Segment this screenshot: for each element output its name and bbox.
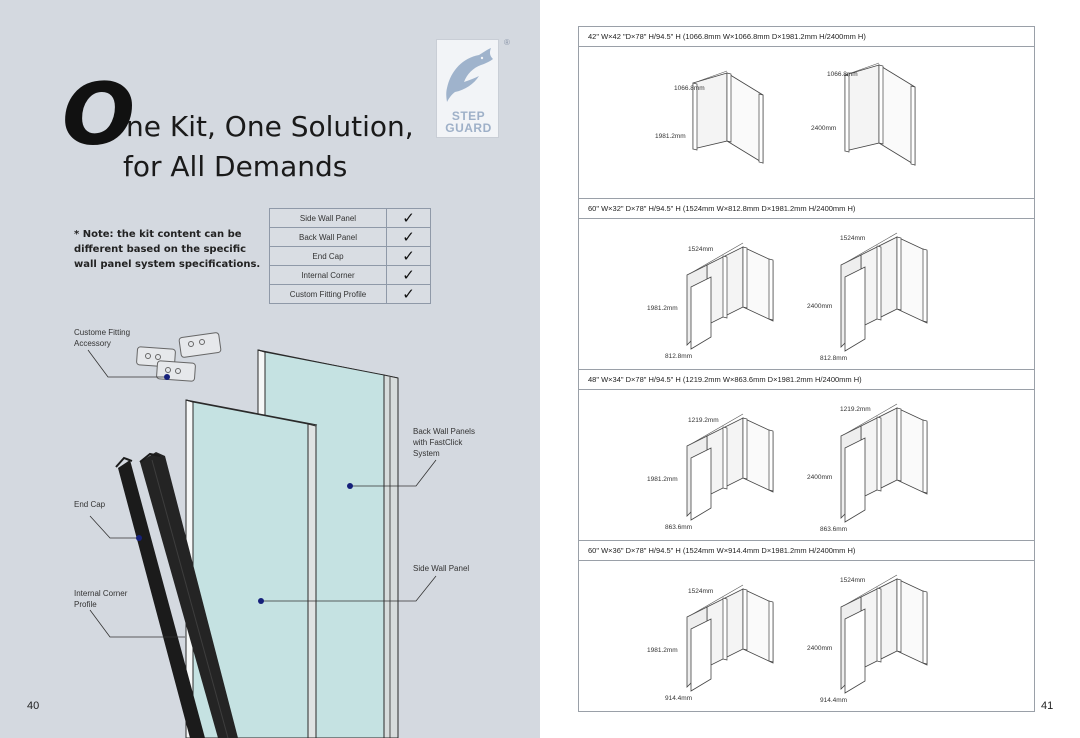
shower-kit-drawings — [579, 561, 1034, 711]
callout-side-wall-panel: Side Wall Panel — [413, 564, 470, 573]
dimension-left-width: 1219.2mm — [688, 417, 719, 424]
kit-row — [270, 247, 431, 266]
dimension-left-width: 1066.8mm — [674, 85, 705, 92]
callout-dot-back-wall — [347, 483, 353, 489]
dimension-right-height: 2400mm — [807, 645, 833, 652]
kit-row — [270, 266, 431, 285]
spec-heading: 60" W×36" D×78" H/94.5" H (1524mm W×914.4mm D×1981.2mm H/2400mm H) — [579, 541, 1034, 561]
kit-item-label: Internal Corner — [270, 266, 387, 285]
kit-contents-table — [269, 208, 431, 304]
dolphin-icon — [437, 40, 500, 110]
callout-end-cap: End Cap — [74, 500, 106, 509]
page-number-left: 40 — [27, 700, 40, 712]
dimension-right-depth: 863.6mm — [820, 526, 848, 533]
checkmark-icon: ✓ — [387, 285, 431, 304]
stepguard-logo — [436, 39, 499, 138]
kit-row — [270, 285, 431, 304]
logo-text-step: STEP — [451, 109, 486, 123]
spec-heading: 60" W×32" D×78" H/94.5" H (1524mm W×812.8mm D×1981.2mm H/2400mm H) — [579, 199, 1034, 219]
dimension-left-height: 1981.2mm — [647, 647, 678, 654]
dimension-right-width: 1066.8mm — [827, 71, 858, 78]
headline-line-1: ne Kit, One Solution, — [126, 110, 414, 143]
kit-illustration — [0, 320, 540, 738]
dimension-left-depth: 914.4mm — [665, 695, 693, 702]
dimension-left-width: 1524mm — [688, 246, 714, 253]
callout-back-wall-panels: Back Wall Panels with FastClick System — [413, 427, 475, 458]
callout-dot-fitting — [164, 374, 170, 380]
kit-row — [270, 209, 431, 228]
spec-heading: 48" W×34" D×78" H/94.5" H (1219.2mm W×863.6mm D×1981.2mm H/2400mm H) — [579, 370, 1034, 390]
dimension-right-depth: 914.4mm — [820, 697, 848, 704]
dimension-left-width: 1524mm — [688, 588, 714, 595]
kit-row — [270, 228, 431, 247]
kit-note: * Note: the kit content can be different based on the specific wall panel system specifications. — [74, 229, 261, 270]
kit-item-label: Back Wall Panel — [270, 228, 387, 247]
logo-text-guard: GUARD — [445, 121, 492, 135]
dimension-left-height: 1981.2mm — [655, 133, 686, 140]
dimension-right-width: 1219.2mm — [840, 406, 871, 413]
dimension-right-width: 1524mm — [840, 577, 866, 584]
dimension-right-height: 2400mm — [807, 303, 833, 310]
dimension-left-depth: 812.8mm — [665, 353, 693, 360]
spec-table — [578, 26, 1035, 712]
callout-fitting-accessory: Custome Fitting Accessory — [74, 328, 131, 348]
dimension-left-height: 1981.2mm — [647, 476, 678, 483]
checkmark-icon: ✓ — [387, 228, 431, 247]
dimension-right-depth: 812.8mm — [820, 355, 848, 362]
drawing-standard-height — [687, 243, 773, 349]
callout-internal-corner-profile: Internal Corner Profile — [74, 589, 128, 609]
headline-line-2: for All Demands — [123, 150, 348, 183]
checkmark-icon: ✓ — [387, 247, 431, 266]
callout-dot-end-cap — [136, 535, 142, 541]
dimension-left-depth: 863.6mm — [665, 524, 693, 531]
drawing-standard-height — [687, 414, 773, 520]
checkmark-icon: ✓ — [387, 209, 431, 228]
shower-kit-drawings — [579, 219, 1034, 369]
drawing-standard-height — [687, 585, 773, 691]
kit-item-label: Side Wall Panel — [270, 209, 387, 228]
kit-item-label: End Cap — [270, 247, 387, 266]
spec-section — [579, 540, 1034, 711]
spec-heading: 42" W×42 "D×78" H/94.5" H (1066.8mm W×1066.8mm D×1981.2mm H/2400mm H) — [579, 27, 1034, 47]
drawing-tall-height — [841, 404, 927, 522]
callout-dot-side-wall — [258, 598, 264, 604]
dimension-right-width: 1524mm — [840, 235, 866, 242]
drawing-tall-height — [841, 575, 927, 693]
checkmark-icon: ✓ — [387, 266, 431, 285]
headline-initial: O — [62, 65, 136, 165]
kit-item-label: Custom Fitting Profile — [270, 285, 387, 304]
page-number-right: 41 — [1041, 700, 1054, 712]
shower-kit-drawings — [579, 390, 1034, 540]
right-page — [540, 0, 1080, 738]
dimension-right-height: 2400mm — [807, 474, 833, 481]
spec-section — [579, 27, 1034, 198]
drawing-tall-height — [845, 63, 915, 165]
spec-section — [579, 369, 1034, 540]
fitting-accessory-parts — [136, 332, 221, 381]
dimension-left-height: 1981.2mm — [647, 305, 678, 312]
dimension-right-height: 2400mm — [811, 125, 837, 132]
drawing-tall-height — [841, 233, 927, 351]
registered-mark: ® — [504, 38, 510, 47]
shower-kit-drawings — [579, 47, 1034, 197]
spec-section — [579, 198, 1034, 369]
